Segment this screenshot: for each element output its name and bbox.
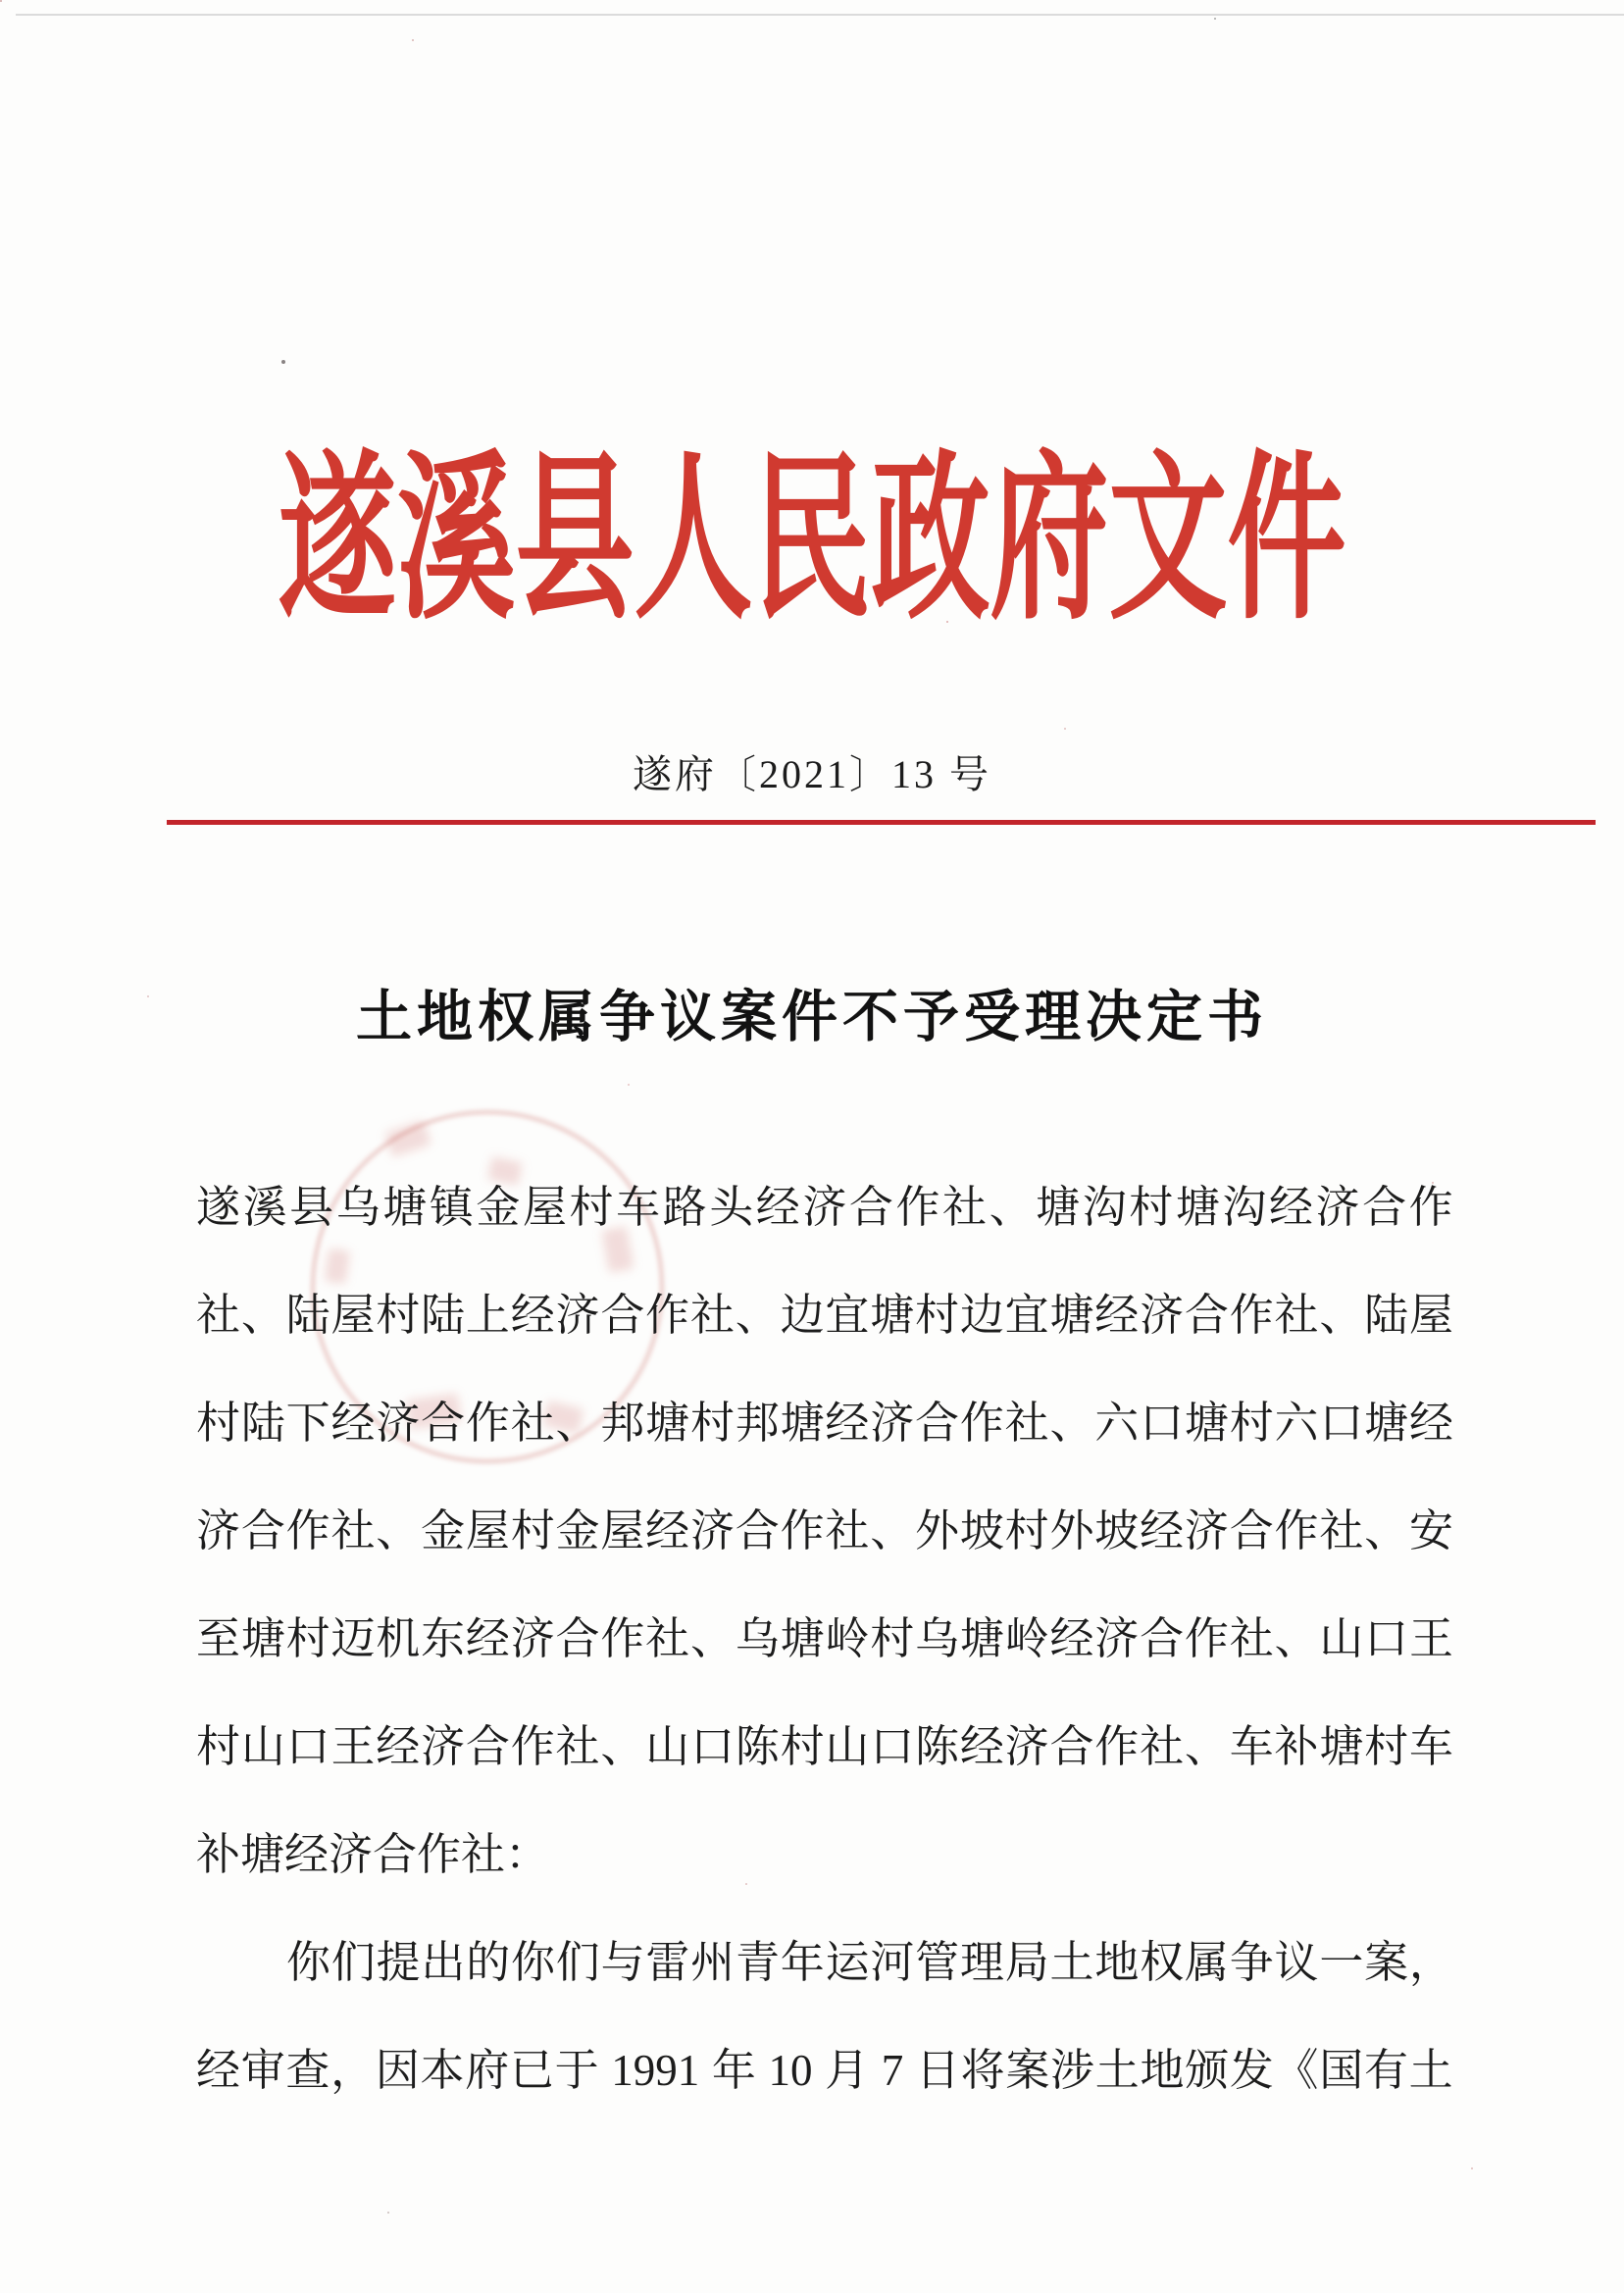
body-line: 村 陆 下 经 济 合 作 社 、 邦 塘 村 邦 塘 经 济 合 作 社 、 六 口 塘 村 六 口 塘 经 bbox=[196, 1399, 1453, 1448]
agency-header-title: 遂溪县人民政府文件 bbox=[278, 441, 1346, 642]
document-number: 遂府〔2021〕13 号 bbox=[633, 752, 991, 796]
seal-mark bbox=[384, 1120, 431, 1157]
body-line: 济 合 作 社 、 金 屋 村 金 屋 经 济 合 作 社 、 外 坡 村 外 坡 经 济 合 作 社 、 安 bbox=[196, 1506, 1453, 1555]
body-line: 村 山 口 王 经 济 合 作 社 、 山 口 陈 村 山 口 陈 经 济 合 作 社 、 车 补 塘 村 车 bbox=[196, 1722, 1453, 1771]
body-line: 补塘经济合作社： bbox=[196, 1830, 550, 1879]
body-line: 你 们 提 出 的 你 们 与 雷 州 青 年 运 河 管 理 局 土 地 权 属 争 议 一 案 ， bbox=[286, 1938, 1453, 1987]
body-text bbox=[196, 1182, 1453, 2153]
scan-edge-line bbox=[16, 14, 1624, 16]
document-title: 土地权属争议案件不予受理决定书 bbox=[356, 986, 1268, 1048]
red-divider-line bbox=[167, 820, 1596, 825]
body-line: 遂 溪 县 乌 塘 镇 金 屋 村 车 路 头 经 济 合 作 社 、 塘 沟 村 塘 沟 经 济 合 作 bbox=[196, 1183, 1453, 1232]
body-line: 至 塘 村 迈 机 东 经 济 合 作 社 、 乌 塘 岭 村 乌 塘 岭 经 济 合 作 社 、 山 口 王 bbox=[196, 1614, 1453, 1663]
body-line: 社 、 陆 屋 村 陆 上 经 济 合 作 社 、 边 宜 塘 村 边 宜 塘 经 济 合 作 社 、 陆 屋 bbox=[196, 1291, 1453, 1340]
scan-noise-specks bbox=[0, 0, 2, 2]
body-line: 经 审 查 ， 因 本 府 已 于 1991 年 10 月 7 日 将 案 涉 土 地 颁 发 《 国 有 土 bbox=[196, 2046, 1453, 2095]
